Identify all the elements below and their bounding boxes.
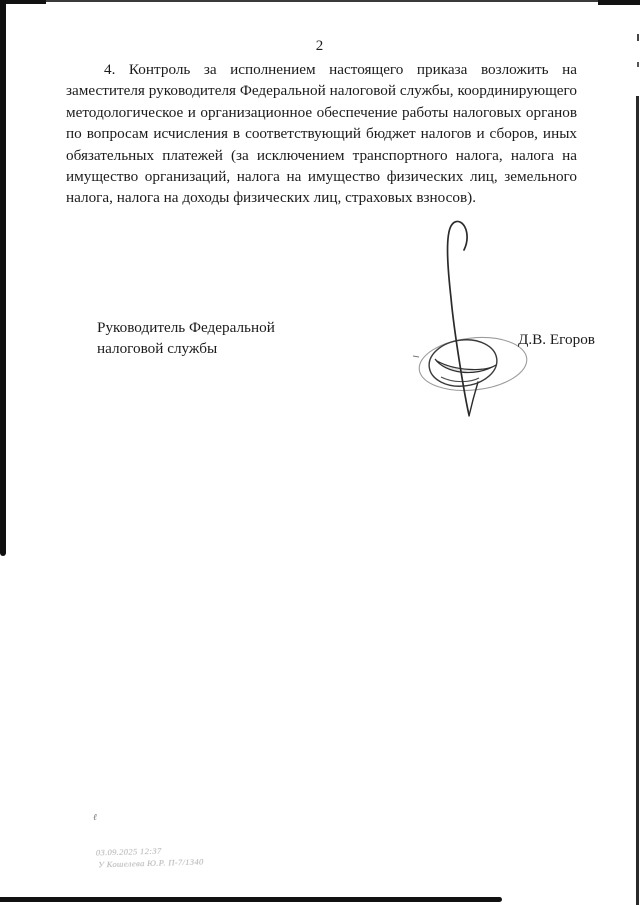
scan-edge-left [0, 0, 6, 556]
stray-mark: ℓ [93, 812, 97, 822]
scan-edge-right-dash [637, 62, 639, 67]
scan-edge-right [636, 96, 639, 905]
signer-title [97, 317, 275, 360]
scan-edge-bottom [0, 897, 502, 902]
signer-title-line2: налоговой службы [97, 340, 218, 358]
signer-name: Д.В. Егоров [518, 331, 595, 348]
signature-scribble-icon [393, 213, 545, 428]
order-control-paragraph: 4. Контроль за исполнением настоящего приказа возложить на заместителя руководителя Федеральной налоговой службы, координирующего методологическое и организационное обеспечение работы налоговых органов по вопросам исчисления в соответствующий бюджет налогов и сборов, иных обязательных платежей (за исключением транспортного налога, налога на имущество организаций, налога на имущество физических лиц, земельного налога, налога на доходы физических лиц, страховых взносов). [66, 61, 577, 207]
signer-title-line1: Руководитель Федеральной [97, 319, 275, 336]
stamp-datetime: 03.09.2025 12:37 [95, 845, 162, 858]
scan-edge-top-left [0, 0, 46, 4]
scan-edge-top-right [598, 0, 640, 5]
scan-edge-top [0, 0, 640, 2]
page-number: 2 [315, 38, 325, 54]
stamp-registrar: У Кошелева Ю.Р. П-7/1340 [98, 856, 204, 869]
registration-stamp [96, 845, 204, 871]
